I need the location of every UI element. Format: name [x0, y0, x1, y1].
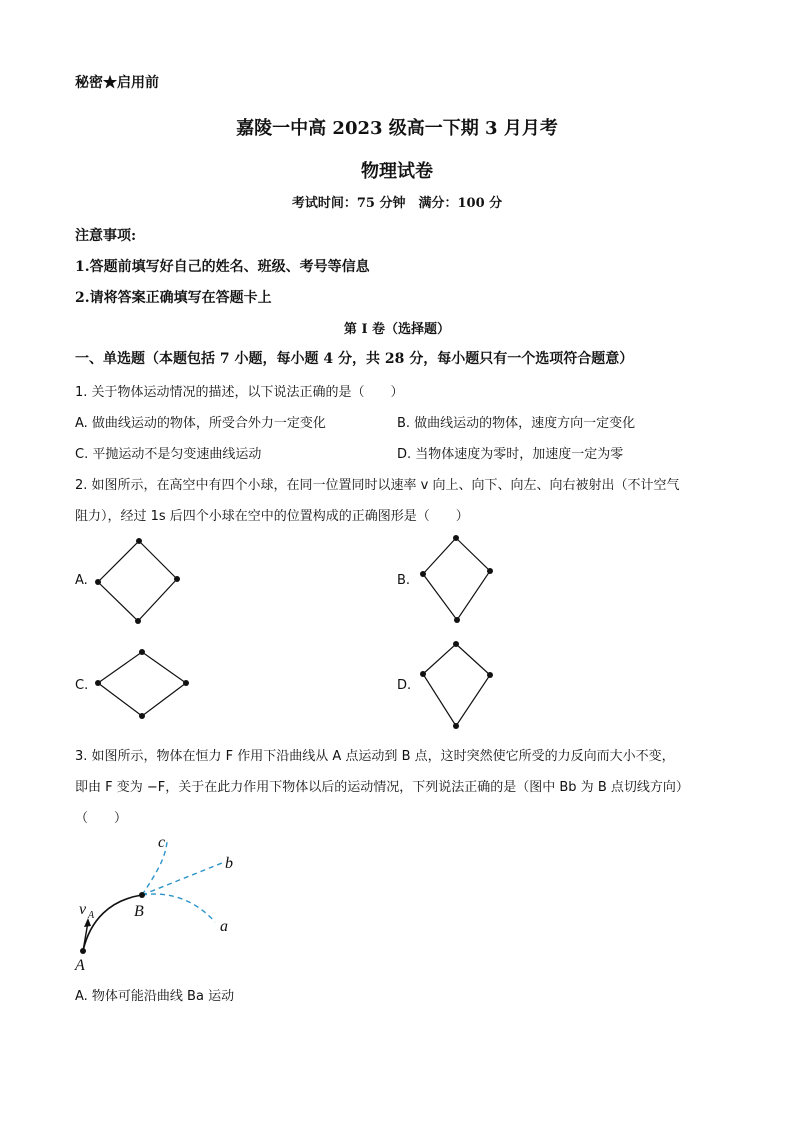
exam-meta: 考试时间：75 分钟 满分：100 分	[291, 196, 503, 211]
q1-option-a: A. 做曲线运动的物体，所受合外力一定变化	[75, 416, 326, 431]
q2-stem-line1: 2. 如图所示，在高空中有四个小球，在同一位置同时以速率 v 向上、向下、向左、向右被射出（不计空气	[75, 478, 680, 493]
q3-label-velocity: v	[79, 901, 87, 918]
exam-title: 嘉陵一中高 2023 级高一下期 3 月月考	[236, 118, 558, 139]
q3-option-a: A. 物体可能沿曲线 Ba 运动	[75, 989, 235, 1004]
q2-label-d: D.	[397, 678, 412, 693]
q1-option-d: D. 当物体速度为零时，加速度一定为零	[397, 447, 624, 462]
q3-label-point-b: B	[134, 903, 144, 920]
q3-stem-line1: 3. 如图所示，物体在恒力 F 作用下沿曲线从 A 点运动到 B 点，这时突然使它所受的力反向而大小不变，	[75, 749, 675, 764]
confidential-mark: 秘密★启用前	[75, 75, 159, 91]
q1-stem: 1. 关于物体运动情况的描述，以下说法正确的是（ ）	[75, 385, 404, 400]
q2-figure-b	[415, 532, 500, 627]
section-heading: 一、单选题（本题包括 7 小题，每小题 4 分，共 28 分，每小题只有一个选项符合题意）	[75, 351, 634, 367]
q1-option-b: B. 做曲线运动的物体，速度方向一定变化	[397, 416, 636, 431]
exam-subject: 物理试卷	[361, 161, 433, 182]
q2-stem-line2: 阻力），经过 1s 后四个小球在空中的位置构成的正确图形是（ ）	[75, 509, 469, 524]
q2-figure-a	[90, 535, 190, 630]
q2-figure-d	[415, 636, 500, 736]
q3-label-c: c	[158, 834, 166, 851]
q3-label-b: b	[225, 855, 233, 872]
part-heading: 第 I 卷（选择题）	[343, 322, 451, 337]
q2-figure-c	[90, 645, 195, 725]
q3-figure	[70, 830, 250, 975]
q1-option-c: C. 平抛运动不是匀变速曲线运动	[75, 447, 262, 462]
notice-heading: 注意事项:	[75, 228, 137, 244]
q3-label-velocity-subscript: A	[88, 910, 95, 921]
notice-item-1: 1.答题前填写好自己的姓名、班级、考号等信息	[75, 259, 370, 275]
q3-stem-line3: （ ）	[75, 811, 128, 826]
notice-item-2: 2.请将答案正确填写在答题卡上	[75, 290, 272, 306]
q2-label-b: B.	[397, 573, 411, 588]
q2-label-a: A.	[75, 573, 88, 588]
q3-label-point-a: A	[75, 957, 85, 974]
q3-label-a: a	[220, 918, 228, 935]
q3-stem-line2: 即由 F 变为 −F，关于在此力作用下物体以后的运动情况，下列说法正确的是（图中 Bb 为 B 点切线方向）	[75, 780, 689, 795]
q2-label-c: C.	[75, 678, 89, 693]
